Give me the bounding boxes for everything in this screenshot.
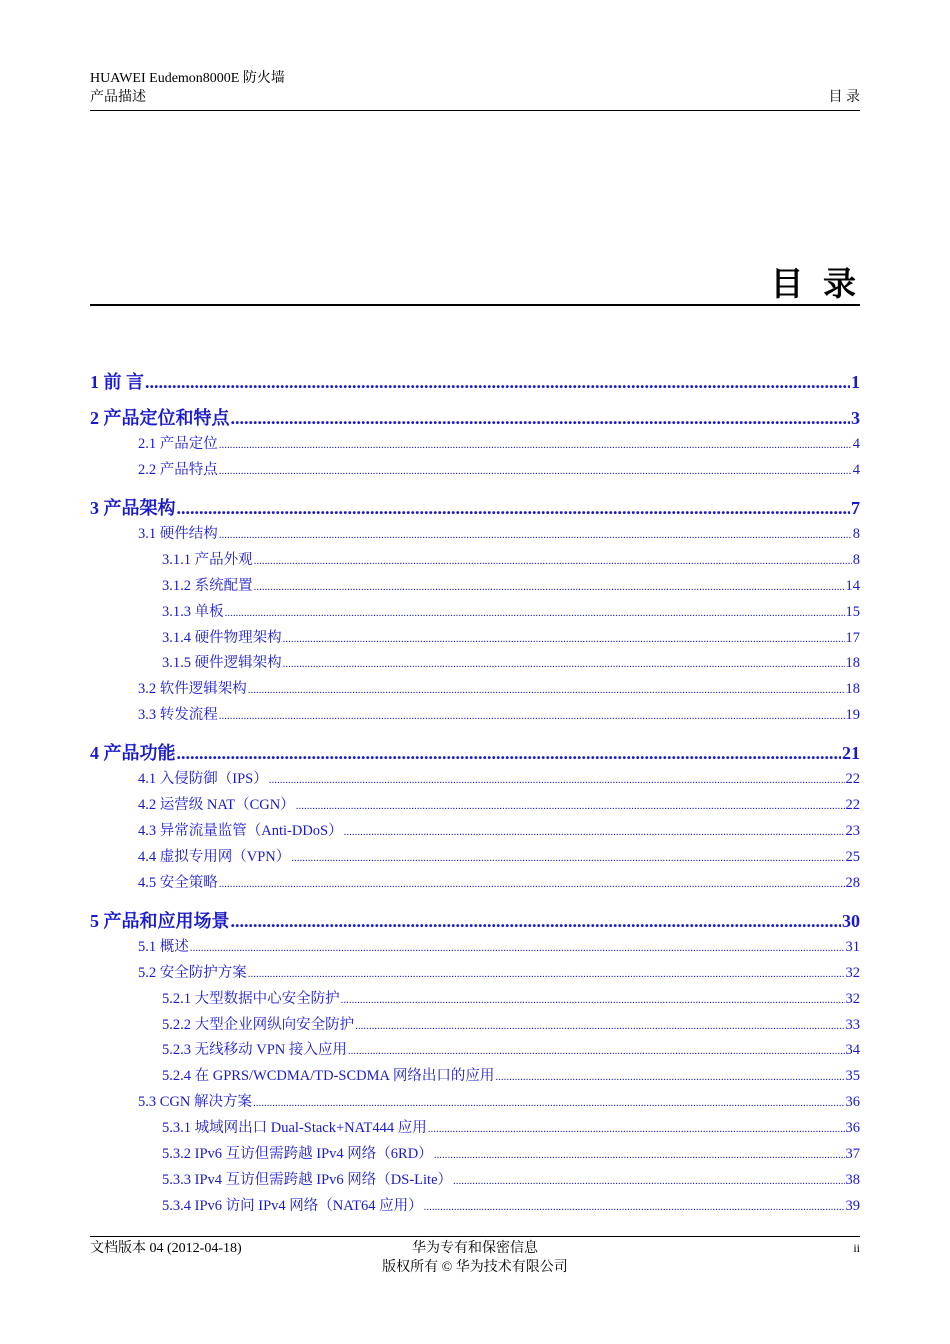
toc-dot-leader xyxy=(434,1149,845,1161)
toc-entry-level2[interactable] xyxy=(90,935,860,956)
toc-entry-page-number: 32 xyxy=(845,964,860,981)
toc-entry-label: 5.2 安全防护方案 xyxy=(138,964,247,981)
toc-dot-leader xyxy=(177,743,842,764)
toc-entry-label: 3.1.1 产品外观 xyxy=(162,551,253,568)
toc-entry-label: 3.1.3 单板 xyxy=(162,603,224,620)
toc-dot-leader xyxy=(219,710,845,722)
toc-entry-page-number: 18 xyxy=(845,655,860,672)
toc-dot-leader xyxy=(219,878,845,890)
toc-dot-leader xyxy=(348,1045,845,1057)
toc-entry-level3[interactable] xyxy=(90,651,860,672)
toc-entry-page-number: 19 xyxy=(845,707,860,724)
toc-entry-label: 4.5 安全策略 xyxy=(138,874,218,891)
toc-entry-level3[interactable] xyxy=(90,1142,860,1163)
toc-entry-label: 4.3 异常流量监管（Anti-DDoS） xyxy=(138,823,343,839)
toc-entry-page-number: 32 xyxy=(845,990,860,1007)
toc-dot-leader xyxy=(355,1020,844,1032)
toc-entry-level3[interactable] xyxy=(90,1168,860,1189)
toc-entry-level3[interactable] xyxy=(90,626,860,647)
toc-entry-label: 5.1 概述 xyxy=(138,938,189,955)
toc-dot-leader xyxy=(296,800,845,812)
toc-entry-level2[interactable] xyxy=(90,1090,860,1111)
toc-entry-level1[interactable] xyxy=(90,404,860,430)
toc-entry-label: 5.2.1 大型数据中心安全防护 xyxy=(162,990,340,1007)
toc-entry-level3[interactable] xyxy=(90,987,860,1008)
toc-entry-page-number: 15 xyxy=(845,603,860,620)
toc-dot-leader xyxy=(177,498,851,519)
page-title: 目 录 xyxy=(770,264,860,303)
toc-entry-label: 3.2 软件逻辑架构 xyxy=(138,681,247,698)
toc-entry-page-number: 30 xyxy=(842,910,860,931)
toc-entry-level1[interactable] xyxy=(90,494,860,520)
toc-entry-page-number: 36 xyxy=(845,1094,860,1111)
page-title-block xyxy=(90,258,860,306)
toc-entry-page-number: 28 xyxy=(845,874,860,891)
toc-entry-label: 5.3.2 IPv6 互访但需跨越 IPv4 网络（6RD） xyxy=(162,1146,433,1162)
toc-entry-level2[interactable] xyxy=(90,677,860,698)
toc-entry-level1[interactable] xyxy=(90,739,860,765)
toc-entry-page-number: 4 xyxy=(852,436,860,452)
toc-entry-page-number: 21 xyxy=(842,743,860,764)
toc-entry-label: 5.2.4 在 GPRS/WCDMA/TD-SCDMA 网络出口的应用 xyxy=(162,1068,495,1085)
toc-entry-page-number: 17 xyxy=(845,629,860,646)
toc-entry-label: 5.2.3 无线移动 VPN 接入应用 xyxy=(162,1042,347,1059)
toc-entry-level2[interactable] xyxy=(90,703,860,724)
toc-entry-level3[interactable] xyxy=(90,1038,860,1059)
toc-entry-page-number: 39 xyxy=(845,1197,860,1214)
toc-entry-page-number: 3 xyxy=(851,408,860,428)
toc-dot-leader xyxy=(219,439,852,451)
toc-entry-page-number: 8 xyxy=(852,525,860,542)
toc-entry-page-number: 8 xyxy=(852,551,860,568)
toc-entry-label: 3 产品架构 xyxy=(90,497,176,518)
toc-entry-page-number: 31 xyxy=(845,938,860,955)
toc-entry-level3[interactable] xyxy=(90,548,860,569)
toc-entry-level1[interactable] xyxy=(90,907,860,933)
toc-entry-page-number: 1 xyxy=(851,372,860,392)
toc-entry-level3[interactable] xyxy=(90,1116,860,1137)
toc-entry-level3[interactable] xyxy=(90,600,860,621)
toc-entry-label: 3.1.2 系统配置 xyxy=(162,577,253,594)
toc-dot-leader xyxy=(248,968,845,980)
toc-entry-level2[interactable] xyxy=(90,767,860,788)
toc-dot-leader xyxy=(291,852,844,864)
toc-dot-leader xyxy=(341,994,845,1006)
toc-entry-label: 4.4 虚拟专用网（VPN） xyxy=(138,848,291,865)
toc-entry-level1[interactable] xyxy=(90,368,860,394)
toc-entry-label: 4.2 运营级 NAT（CGN） xyxy=(138,797,295,814)
toc-dot-leader xyxy=(219,465,852,477)
page-header xyxy=(90,68,860,111)
toc-entry-level2[interactable] xyxy=(90,793,860,814)
toc-dot-leader xyxy=(269,774,845,786)
toc-dot-leader xyxy=(283,633,845,645)
toc-entry-level2[interactable] xyxy=(90,522,860,543)
toc-entry-level2[interactable] xyxy=(90,845,860,866)
header-product-name: HUAWEI Eudemon8000E 防火墙 xyxy=(90,71,285,86)
footer-version: 文档版本 04 (2012-04-18) xyxy=(90,1241,242,1256)
footer-page-number: ii xyxy=(853,1241,860,1255)
toc-entry-page-number: 38 xyxy=(845,1171,860,1188)
toc-dot-leader xyxy=(428,1123,845,1135)
header-section: 目 录 xyxy=(828,90,860,105)
toc-entry-label: 4 产品功能 xyxy=(90,743,176,764)
toc-dot-leader xyxy=(253,1097,845,1109)
toc-entry-label: 2.2 产品特点 xyxy=(138,461,218,478)
toc-dot-leader xyxy=(248,684,845,696)
toc-entry-label: 1 前 言 xyxy=(90,372,144,392)
toc-entry-label: 3.1 硬件结构 xyxy=(138,525,218,542)
toc-dot-leader xyxy=(424,1201,845,1213)
toc-entry-page-number: 23 xyxy=(845,823,860,839)
toc-entry-level3[interactable] xyxy=(90,1194,860,1215)
toc-dot-leader xyxy=(344,826,845,838)
toc-entry-page-number: 14 xyxy=(845,577,860,594)
toc-entry-label: 4.1 入侵防御（IPS） xyxy=(138,771,268,788)
toc-entry-label: 5.3.3 IPv4 互访但需跨越 IPv6 网络（DS-Lite） xyxy=(162,1171,452,1188)
toc-entry-page-number: 34 xyxy=(845,1042,860,1059)
toc-entry-page-number: 22 xyxy=(845,771,860,788)
toc-entry-label: 3.1.5 硬件逻辑架构 xyxy=(162,655,282,672)
toc-dot-leader xyxy=(453,1175,845,1187)
footer-copyright: 版权所有 © 华为技术有限公司 xyxy=(382,1260,568,1275)
toc-entry-page-number: 4 xyxy=(852,461,860,478)
toc-entry-level2[interactable] xyxy=(90,432,860,453)
toc-entry-level3[interactable] xyxy=(90,1013,860,1034)
toc-entry-label: 3.3 转发流程 xyxy=(138,707,218,724)
toc-entry-page-number: 37 xyxy=(845,1146,860,1162)
toc-dot-leader xyxy=(219,529,852,541)
toc-dot-leader xyxy=(254,581,845,593)
toc-dot-leader xyxy=(145,372,850,393)
toc-entry-label: 5.3.4 IPv6 访问 IPv4 网络（NAT64 应用） xyxy=(162,1197,423,1214)
toc-dot-leader xyxy=(190,942,845,954)
page-footer xyxy=(90,1236,860,1277)
toc-entry-label: 2 产品定位和特点 xyxy=(90,408,230,428)
toc-dot-leader xyxy=(231,408,851,429)
toc-dot-leader xyxy=(254,555,852,567)
toc-entry-page-number: 7 xyxy=(851,497,860,518)
header-doc-type: 产品描述 xyxy=(90,90,146,105)
toc-entry-label: 2.1 产品定位 xyxy=(138,436,218,452)
toc-entry-level3[interactable] xyxy=(90,574,860,595)
toc-entry-label: 3.1.4 硬件物理架构 xyxy=(162,629,282,646)
toc-entry-label: 5.3.1 城域网出口 Dual-Stack+NAT444 应用 xyxy=(162,1120,427,1137)
toc-entry-level2[interactable] xyxy=(90,458,860,479)
toc-entry-page-number: 36 xyxy=(845,1120,860,1137)
toc-entry-level3[interactable] xyxy=(90,1064,860,1085)
toc-entry-page-number: 22 xyxy=(845,797,860,814)
toc-entry-label: 5.3 CGN 解决方案 xyxy=(138,1094,252,1111)
toc-entry-level2[interactable] xyxy=(90,961,860,982)
toc-entry-page-number: 18 xyxy=(845,681,860,698)
toc-entry-label: 5 产品和应用场景 xyxy=(90,910,230,931)
toc-dot-leader xyxy=(283,658,845,670)
toc-dot-leader xyxy=(231,911,842,932)
footer-confidential: 华为专有和保密信息 xyxy=(412,1241,538,1256)
toc-entry-level2[interactable] xyxy=(90,871,860,892)
toc-entry-page-number: 33 xyxy=(845,1016,860,1033)
toc-entry-label: 5.2.2 大型企业网纵向安全防护 xyxy=(162,1016,355,1033)
toc-entry-level2[interactable] xyxy=(90,819,860,840)
toc-entry-page-number: 25 xyxy=(845,848,860,865)
toc-entry-page-number: 35 xyxy=(845,1068,860,1085)
toc-dot-leader xyxy=(495,1071,844,1083)
toc-dot-leader xyxy=(225,607,845,619)
